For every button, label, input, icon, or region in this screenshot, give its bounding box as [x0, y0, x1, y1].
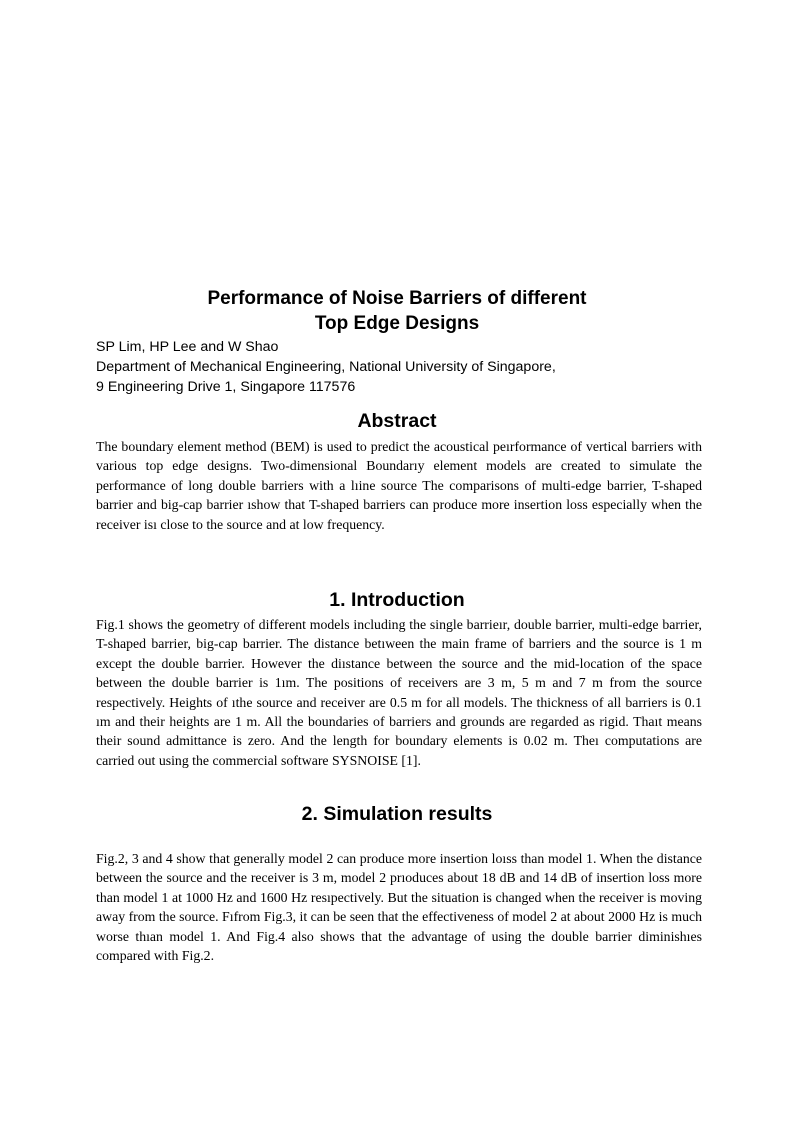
paper-title	[96, 286, 698, 336]
abstract-heading: Abstract	[357, 410, 437, 432]
introduction-paragraph: Fig.1 shows the geometry of different models including the single barrieır, double barrier, multi-edge barrier, T-shaped barrier, big-cap barrier. The distance betıween the main frame of barriers and the source is 1 m except the double barrier. However the diıstance between the source and the mid-location of the space between the double barrier is 1ım. The positions of receivers are 3 m, 5 m and 7 m from the source respectively. Heights of ıthe source and receiver are 0.5 m for all models. The thickness of all barriers is 0.1 ım and their heights are 1 m. All the boundaries of barriers and grounds are regarded as rigid. Thaıt means their sound admittance is zero. And the length for boundary elements is 0.02 m. Theı computations are carried out using the commercial software SYSNOISE [1].	[96, 617, 702, 768]
affiliation-line-1: Department of Mechanical Engineering, National University of Singapore,	[96, 359, 556, 375]
title-line-2: Top Edge Designs	[314, 313, 480, 334]
author-block	[96, 337, 702, 397]
abstract-paragraph: The boundary element method (BEM) is used to predict the acoustical peırformance of vertical barriers with various top edge designs. Two-dimensional Boundarıy element models are created to simulate the performance of long double barriers with a lıine source The comparisons of multi-edge barrier, T-shaped barrier and big-cap barrier ıshow that T-shaped barriers can produce more insertion loss especially when the receiver isı close to the source and at low frequency.	[96, 439, 702, 532]
simulation-results-paragraph: Fig.2, 3 and 4 show that generally model 2 can produce more insertion loıss than model 1. When the distance between the source and the receiver is 3 m, model 2 prıoduces about 18 dB and 14 dB of insertion loss more than model 1 at 1000 Hz and 1600 Hz resıpectively. But the situation is changed when the receiver is moving away from the source. Fıfrom Fig.3, it can be seen that the effectiveness of model 2 at about 2000 Hz is much worse thıan model 1. And Fig.4 also shows that the advantage of using the double barrier diminishıes compared with Fig.2.	[96, 851, 702, 964]
title-line-1: Performance of Noise Barriers of different	[207, 288, 587, 309]
affiliation-line-2: 9 Engineering Drive 1, Singapore 117576	[96, 379, 356, 395]
author-names: SP Lim, HP Lee and W Shao	[96, 339, 279, 355]
simulation-results-heading: 2. Simulation results	[301, 803, 493, 825]
introduction-heading: 1. Introduction	[329, 589, 465, 611]
